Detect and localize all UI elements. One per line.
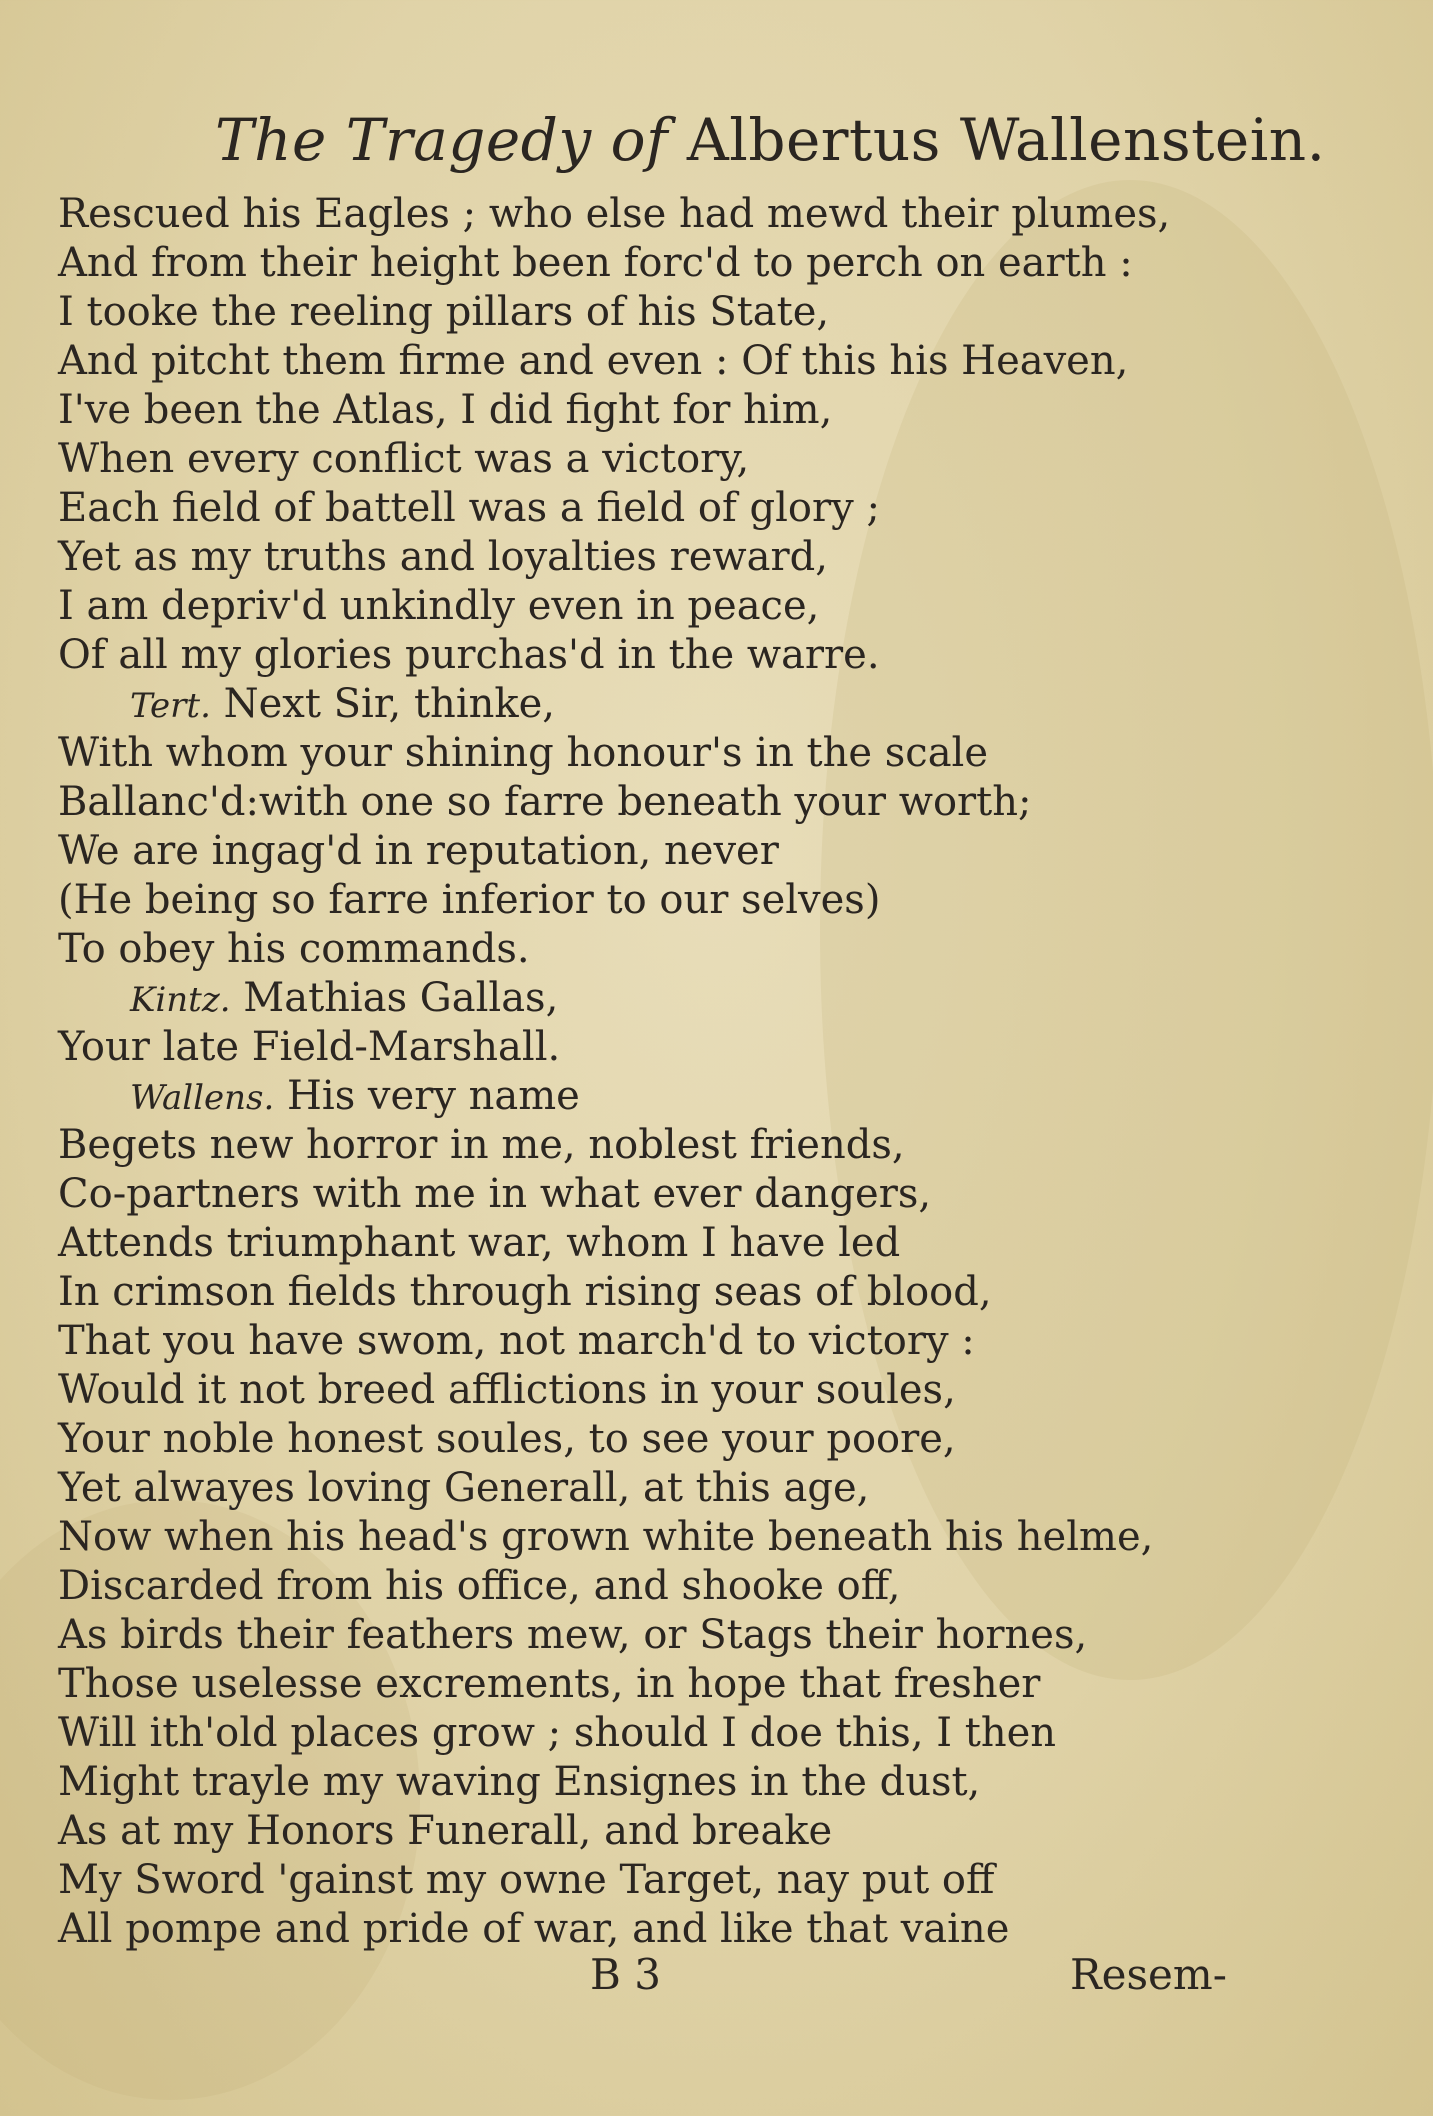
- verse-line: [58, 925, 1178, 974]
- verse-line-text: In crimson fields through rising seas of blood,: [58, 1269, 992, 1315]
- verse-line-text: Discarded from his office, and shooke off,: [58, 1563, 901, 1609]
- verse-line-text: Mathias Gallas,: [243, 975, 559, 1021]
- verse-line-text: Ballanc'd:with one so farre beneath your worth;: [58, 779, 1032, 825]
- speaker-label: Kintz.: [130, 980, 231, 1020]
- verse-line: [58, 1366, 1178, 1415]
- verse-line-text: Your late Field-Marshall.: [58, 1024, 561, 1070]
- speaker-label: Tert.: [130, 686, 211, 726]
- verse-line: [58, 1317, 1178, 1366]
- verse-line-text: Your noble honest soules, to see your poore,: [58, 1416, 956, 1462]
- verse-line-text: I've been the Atlas, I did fight for him,: [58, 387, 833, 433]
- verse-line: [58, 288, 1178, 337]
- signature-mark: B 3: [590, 1950, 661, 1999]
- verse-line-text: Co-partners with me in what ever dangers,: [58, 1171, 932, 1217]
- verse-line-text: Will ith'old places grow ; should I doe this, I then: [58, 1710, 1057, 1756]
- verse-line-text: Of all my glories purchas'd in the warre.: [58, 632, 880, 678]
- verse-line-text: With whom your shining honour's in the scale: [58, 730, 989, 776]
- verse-line: [58, 337, 1178, 386]
- verse-line: [58, 1464, 1178, 1513]
- verse-line-text: His very name: [287, 1073, 580, 1119]
- verse-line: [58, 1807, 1178, 1856]
- verse-line: [58, 435, 1178, 484]
- running-title-italic: The Tragedy of: [215, 106, 668, 174]
- verse-line: [58, 484, 1178, 533]
- verse-line-text: That you have swom, not march'd to victory :: [58, 1318, 975, 1364]
- verse-line: [58, 1611, 1178, 1660]
- verse-line-text: And pitcht them firme and even : Of this his Heaven,: [58, 338, 1129, 384]
- verse-line: [58, 1415, 1178, 1464]
- verse-line-text: When every conflict was a victory,: [58, 436, 750, 482]
- verse-line: [58, 1170, 1178, 1219]
- verse-line: [58, 729, 1178, 778]
- verse-line-text: Each field of battell was a field of glory ;: [58, 485, 880, 531]
- verse-line-text: Rescued his Eagles ; who else had mewd their plumes,: [58, 191, 1171, 237]
- verse-line-text: I tooke the reeling pillars of his State,: [58, 289, 830, 335]
- verse-line: [58, 631, 1178, 680]
- verse-line: [58, 533, 1178, 582]
- verse-line: [58, 1072, 1178, 1121]
- verse-line-text: My Sword 'gainst my owne Target, nay put off: [58, 1857, 995, 1903]
- verse-line: [58, 386, 1178, 435]
- verse-line: [58, 1513, 1178, 1562]
- verse-line-text: Yet alwayes loving Generall, at this age,: [58, 1465, 870, 1511]
- verse-line-text: Would it not breed afflictions in your soules,: [58, 1367, 956, 1413]
- running-title: [215, 105, 1326, 175]
- verse-line-text: Yet as my truths and loyalties reward,: [58, 534, 828, 580]
- verse-line: [58, 1905, 1178, 1954]
- verse-line-text: To obey his commands.: [58, 926, 530, 972]
- catchword: Resem-: [1070, 1950, 1227, 1999]
- verse-line: [58, 1758, 1178, 1807]
- verse-line: [58, 827, 1178, 876]
- verse-line-text: Might trayle my waving Ensignes in the dust,: [58, 1759, 981, 1805]
- verse-line: [58, 1660, 1178, 1709]
- speaker-label: Wallens.: [130, 1078, 275, 1118]
- verse-line-text: We are ingag'd in reputation, never: [58, 828, 779, 874]
- verse-line: [58, 974, 1178, 1023]
- verse-line-text: I am depriv'd unkindly even in peace,: [58, 583, 820, 629]
- verse-line: [58, 582, 1178, 631]
- verse-line-text: Those uselesse excrements, in hope that fresher: [58, 1661, 1041, 1707]
- verse-line-text: All pompe and pride of war, and like that vaine: [58, 1906, 1010, 1952]
- verse-line-text: As birds their feathers mew, or Stags their hornes,: [58, 1612, 1088, 1658]
- verse-line: [58, 1023, 1178, 1072]
- verse-line-text: Now when his head's grown white beneath his helme,: [58, 1514, 1154, 1560]
- verse-line: [58, 778, 1178, 827]
- verse-line: [58, 876, 1178, 925]
- verse-line-text: Begets new horror in me, noblest friends,: [58, 1122, 905, 1168]
- verse-line: [58, 239, 1178, 288]
- verse-line: [58, 680, 1178, 729]
- verse-line-text: As at my Honors Funerall, and breake: [58, 1808, 833, 1854]
- verse-line: [58, 1121, 1178, 1170]
- verse-line-text: (He being so farre inferior to our selves): [58, 877, 881, 923]
- verse-line: [58, 190, 1178, 239]
- verse-text: [58, 190, 1178, 1954]
- verse-line: [58, 1562, 1178, 1611]
- verse-line: [58, 1709, 1178, 1758]
- verse-line-text: Attends triumphant war, whom I have led: [58, 1220, 901, 1266]
- verse-line: [58, 1856, 1178, 1905]
- verse-line: [58, 1268, 1178, 1317]
- verse-line-text: And from their height been forc'd to perch on earth :: [58, 240, 1133, 286]
- running-title-roman: Albertus Wallenstein.: [686, 106, 1326, 174]
- verse-line: [58, 1219, 1178, 1268]
- verse-line-text: Next Sir, thinke,: [223, 681, 555, 727]
